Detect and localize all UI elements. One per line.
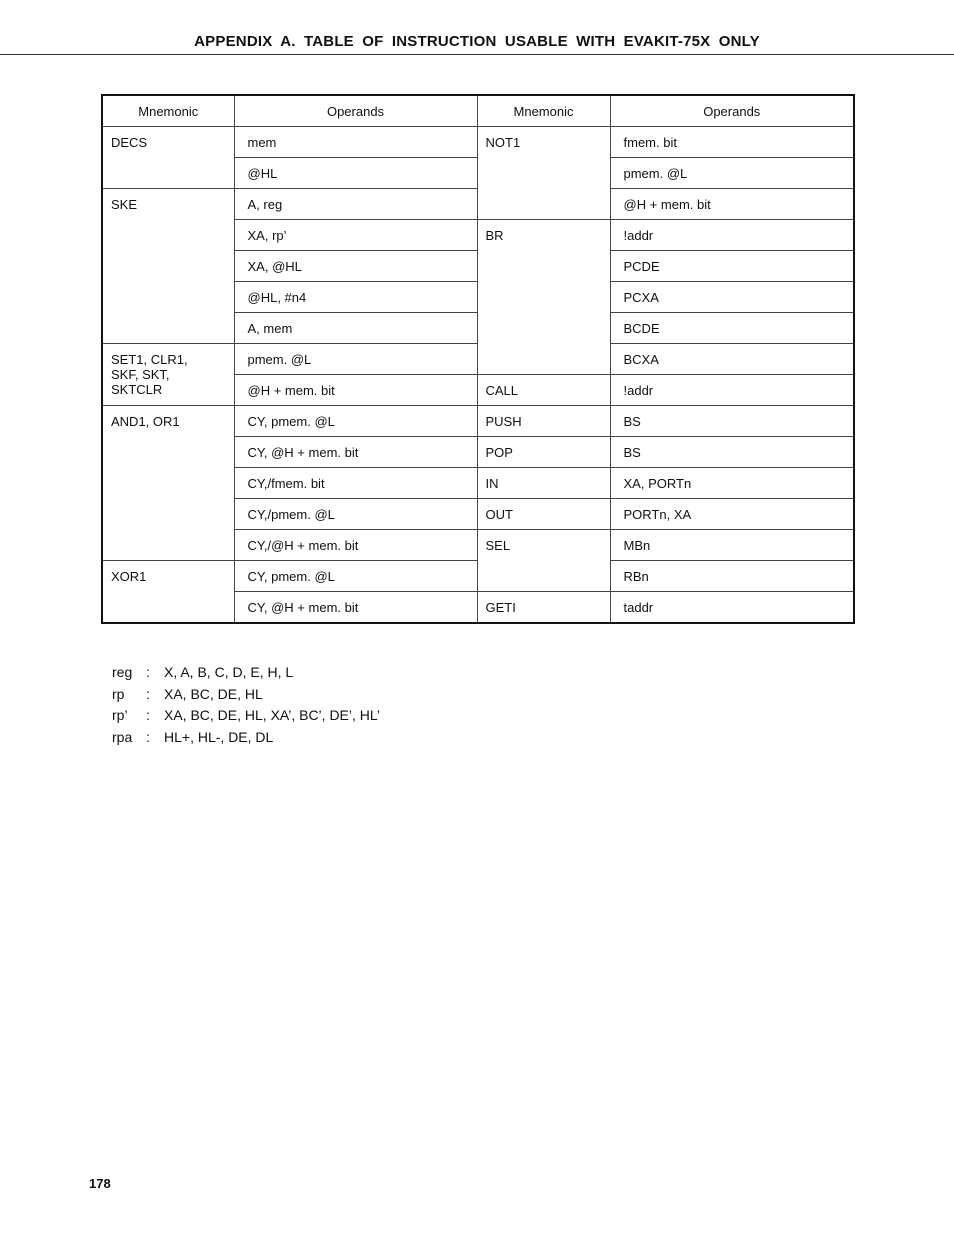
- header-operands-left: Operands: [234, 95, 477, 127]
- definition-row: [112, 684, 380, 706]
- left-operand: CY, pmem. @L: [234, 406, 477, 437]
- definition-key: reg: [112, 664, 133, 680]
- definition-key: rpa: [112, 728, 133, 745]
- right-operand: BCXA: [610, 344, 854, 375]
- definition-key: rp’: [112, 707, 128, 723]
- right-operand: RBn: [610, 561, 854, 592]
- left-operand: pmem. @L: [234, 344, 477, 375]
- left-operand: CY,/fmem. bit: [234, 468, 477, 499]
- mnemonic-set1-group: SET1, CLR1, SKF, SKT, SKTCLR: [102, 344, 234, 406]
- mnemonic-not1: NOT1: [477, 127, 610, 220]
- left-operand: mem: [234, 127, 477, 158]
- mnemonic-sel: SEL: [477, 530, 610, 592]
- definition-key: rp: [112, 685, 125, 702]
- mnemonic-and1-or1: AND1, OR1: [102, 406, 234, 561]
- table-row: [102, 406, 854, 437]
- left-operand: @H + mem. bit: [234, 375, 477, 406]
- mnemonic-geti: GETI: [477, 592, 610, 624]
- right-operand: BCDE: [610, 313, 854, 344]
- mnemonic-out: OUT: [477, 499, 610, 530]
- definition-value: X, A, B, C, D, E, H, L: [164, 664, 294, 680]
- header-mnemonic-left: Mnemonic: [102, 95, 234, 127]
- mnemonic-push: PUSH: [477, 406, 610, 437]
- right-operand: MBn: [610, 530, 854, 561]
- left-operand: A, reg: [234, 189, 477, 220]
- right-operand: XA, PORTn: [610, 468, 854, 499]
- mnemonic-in: IN: [477, 468, 610, 499]
- header-mnemonic-right: Mnemonic: [477, 95, 610, 127]
- mnemonic-ske: SKE: [102, 189, 234, 344]
- mnemonic-pop: POP: [477, 437, 610, 468]
- instruction-table: [101, 94, 855, 624]
- definition-separator: :: [146, 707, 150, 723]
- left-operand: XA, rp’: [234, 220, 477, 251]
- right-operand: @H + mem. bit: [610, 189, 854, 220]
- definition-row: [112, 727, 380, 749]
- left-operand: CY, pmem. @L: [234, 561, 477, 592]
- table-row: [102, 127, 854, 158]
- right-operand: !addr: [610, 375, 854, 406]
- definition-value: XA, BC, DE, HL, XA’, BC’, DE’, HL’: [164, 707, 381, 723]
- left-operand: CY,/@H + mem. bit: [234, 530, 477, 561]
- definition-value: XA, BC, DE, HL: [164, 685, 263, 702]
- left-operand: XA, @HL: [234, 251, 477, 282]
- left-operand: A, mem: [234, 313, 477, 344]
- mnemonic-br: BR: [477, 220, 610, 375]
- mnemonic-call: CALL: [477, 375, 610, 406]
- right-operand: PCXA: [610, 282, 854, 313]
- definitions-list: [112, 662, 380, 748]
- definition-row: [112, 662, 380, 684]
- right-operand: BS: [610, 406, 854, 437]
- mnemonic-xor1: XOR1: [102, 561, 234, 624]
- right-operand: pmem. @L: [610, 158, 854, 189]
- definition-separator: :: [146, 664, 150, 680]
- page-title: APPENDIX A. TABLE OF INSTRUCTION USABLE WITH EVAKIT-75X ONLY: [194, 33, 760, 50]
- right-operand: !addr: [610, 220, 854, 251]
- definition-value: HL+, HL-, DE, DL: [164, 728, 274, 745]
- definition-separator: :: [146, 728, 150, 745]
- left-operand: CY, @H + mem. bit: [234, 437, 477, 468]
- right-operand: BS: [610, 437, 854, 468]
- left-operand: CY,/pmem. @L: [234, 499, 477, 530]
- mnemonic-decs: DECS: [102, 127, 234, 189]
- table-header-row: [102, 95, 854, 127]
- right-operand: fmem. bit: [610, 127, 854, 158]
- page-number: 178: [89, 1176, 111, 1191]
- header-operands-right: Operands: [610, 95, 854, 127]
- left-operand: @HL: [234, 158, 477, 189]
- left-operand: @HL, #n4: [234, 282, 477, 313]
- definition-row: [112, 705, 380, 727]
- title-rule: [0, 54, 954, 55]
- right-operand: PORTn, XA: [610, 499, 854, 530]
- right-operand: PCDE: [610, 251, 854, 282]
- definition-separator: :: [146, 685, 150, 702]
- left-operand: CY, @H + mem. bit: [234, 592, 477, 624]
- right-operand: taddr: [610, 592, 854, 624]
